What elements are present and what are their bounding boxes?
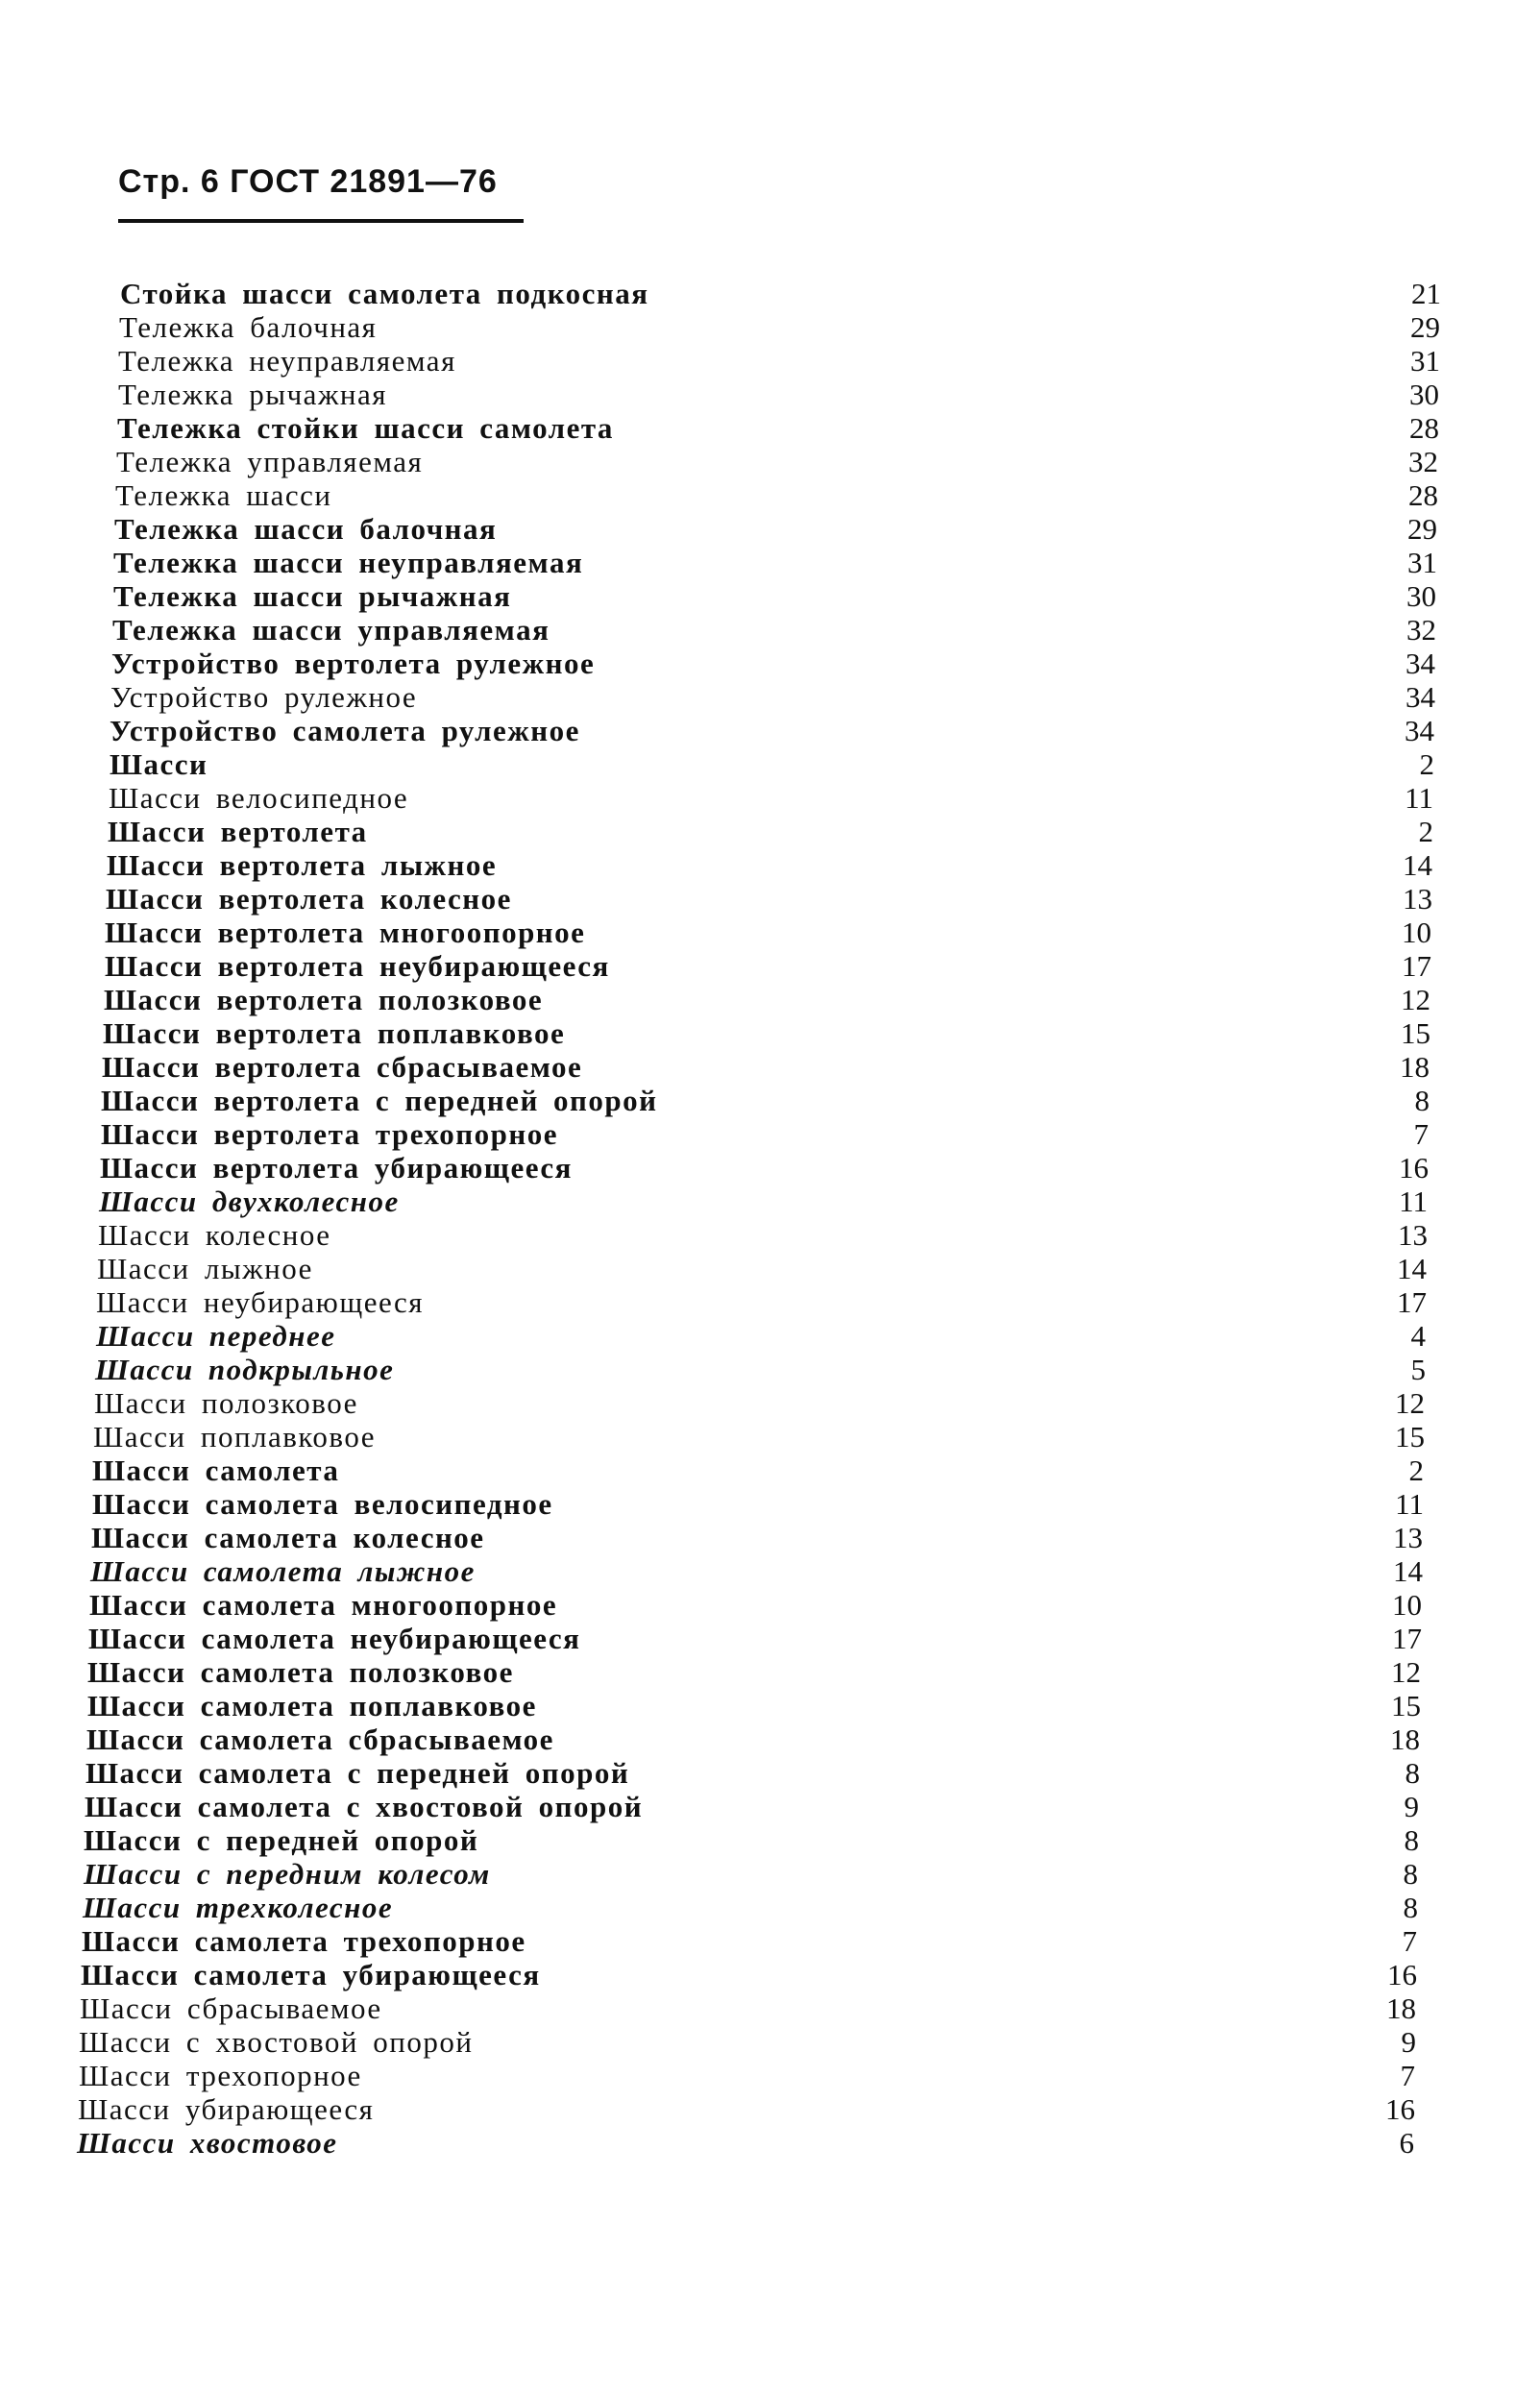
index-page-number: 14 [1403,848,1432,882]
index-entry [67,1117,1441,1151]
index-page-number: 18 [1390,1722,1420,1756]
index-term: Шасси самолета [92,1454,340,1487]
index-term: Шасси самолета сбрасываемое [86,1722,554,1756]
index-page-number: 28 [1409,411,1439,445]
index-page-number: 8 [1403,1891,1418,1924]
index-term: Шасси хвостовое [77,2126,338,2160]
index-page-number: 8 [1404,1823,1419,1857]
index-page-number: 7 [1413,1117,1429,1151]
index-page-number: 2 [1419,747,1434,781]
index-entry [67,512,1441,546]
index-term: Шасси самолета полозковое [87,1655,514,1689]
index-term: Шасси двухколесное [99,1185,400,1218]
index-entry [67,1353,1441,1386]
index-page-number: 2 [1418,815,1433,848]
index-term: Шасси подкрыльное [95,1353,395,1386]
index-term: Шасси сбрасываемое [80,1991,382,2025]
index-entry [67,1924,1441,1958]
index-page-number: 16 [1385,2092,1415,2126]
index-page-number: 31 [1410,344,1440,378]
index-entry [67,478,1441,512]
index-term: Шасси с передней опорой [84,1823,479,1857]
index-term: Устройство рулежное [110,680,418,714]
index-term: Шасси велосипедное [109,781,409,815]
index-term: Шасси вертолета лыжное [107,848,498,882]
index-page-number: 12 [1401,983,1430,1016]
index-entry [67,1958,1441,1991]
index-entry [67,882,1441,916]
index-page-number: 29 [1407,512,1437,546]
index-page-number: 16 [1387,1958,1417,1991]
index-page-number: 2 [1408,1454,1424,1487]
index-entry [67,1252,1441,1285]
index-entry [67,1285,1441,1319]
index-term: Стойка шасси самолета подкосная [120,277,649,310]
index-term: Шасси с хвостовой опорой [79,2025,474,2059]
index-entry [67,1622,1441,1655]
index-term: Шасси вертолета с передней опорой [101,1084,658,1117]
index-term: Шасси поплавковое [93,1420,376,1454]
index-term: Шасси самолета колесное [91,1521,485,1554]
index-entry [67,310,1441,344]
index-term: Шасси [110,747,208,781]
index-page-number: 7 [1400,2059,1415,2092]
index-page-number: 13 [1398,1218,1428,1252]
index-entry [67,848,1441,882]
page-header: Стр. 6 ГОСТ 21891—76 [118,163,498,200]
index-term: Шасси вертолета поплавковое [103,1016,566,1050]
index-term: Шасси вертолета убирающееся [100,1151,573,1185]
index-entry [67,1722,1441,1756]
index-entry [67,1521,1441,1554]
index-page-number: 6 [1399,2126,1414,2160]
index-entry [67,647,1441,680]
index-page-number: 32 [1406,613,1436,647]
index-term: Шасси самолета убирающееся [81,1958,541,1991]
index-entry [67,1487,1441,1521]
index-page-number: 13 [1403,882,1432,916]
index-term: Шасси лыжное [97,1252,313,1285]
index-page-number: 11 [1405,781,1433,815]
index-term: Шасси вертолета [108,815,368,848]
index-page-number: 34 [1405,714,1434,747]
index-page-number: 17 [1392,1622,1422,1655]
index-term: Шасси вертолета трехопорное [101,1117,558,1151]
index-term: Шасси самолета неубирающееся [88,1622,581,1655]
index-entry [67,714,1441,747]
index-page-number: 30 [1406,579,1436,613]
index-page-number: 28 [1408,478,1438,512]
index-page-number: 18 [1400,1050,1430,1084]
index-page-number: 17 [1397,1285,1427,1319]
index-page-number: 10 [1392,1588,1422,1622]
index-page-number: 29 [1410,310,1440,344]
index-entry [67,1050,1441,1084]
index-term: Шасси вертолета колесное [106,882,512,916]
index-term: Тележка шасси [115,478,332,512]
term-index-list [67,277,1441,2160]
index-entry [67,344,1441,378]
index-page-number: 8 [1414,1084,1430,1117]
index-page-number: 12 [1391,1655,1421,1689]
index-term: Шасси вертолета сбрасываемое [102,1050,583,1084]
index-term: Тележка неуправляемая [118,344,456,378]
index-entry [67,277,1441,310]
index-page-number: 21 [1411,277,1441,310]
index-term: Тележка шасси балочная [114,512,498,546]
index-entry [67,781,1441,815]
index-entry [67,1790,1441,1823]
index-term: Шасси колесное [98,1218,331,1252]
index-entry [67,1689,1441,1722]
index-page-number: 4 [1410,1319,1426,1353]
index-term: Шасси самолета лыжное [90,1554,476,1588]
index-entry [67,411,1441,445]
index-page-number: 11 [1399,1185,1428,1218]
index-term: Устройство вертолета рулежное [111,647,596,680]
index-entry [67,983,1441,1016]
index-term: Шасси самолета велосипедное [92,1487,553,1521]
index-entry [67,1185,1441,1218]
index-entry [67,1420,1441,1454]
index-entry [67,445,1441,478]
index-term: Тележка шасси неуправляемая [113,546,584,579]
index-entry [67,680,1441,714]
index-term: Шасси вертолета полозковое [104,983,544,1016]
index-entry [67,546,1441,579]
index-term: Тележка стойки шасси самолета [117,411,614,445]
index-term: Шасси вертолета многоопорное [105,916,586,949]
index-entry [67,2025,1441,2059]
index-page-number: 8 [1405,1756,1420,1790]
index-entry [67,1655,1441,1689]
index-page-number: 10 [1402,916,1431,949]
index-entry [67,1319,1441,1353]
index-page-number: 34 [1406,680,1435,714]
index-term: Тележка управляемая [116,445,424,478]
index-term: Шасси самолета с хвостовой опорой [85,1790,644,1823]
index-term: Шасси полозковое [94,1386,358,1420]
index-entry [67,1084,1441,1117]
index-entry [67,1991,1441,2025]
index-entry [67,1891,1441,1924]
index-term: Устройство самолета рулежное [110,714,580,747]
index-page-number: 30 [1409,378,1439,411]
index-page-number: 14 [1397,1252,1427,1285]
index-entry [67,815,1441,848]
index-term: Шасси самолета поплавковое [87,1689,537,1722]
index-term: Тележка шасси управляемая [112,613,550,647]
index-page-number: 15 [1395,1420,1425,1454]
index-entry [67,579,1441,613]
index-entry [67,2059,1441,2092]
index-entry [67,747,1441,781]
index-page-number: 16 [1399,1151,1429,1185]
index-entry [67,1857,1441,1891]
index-page-number: 18 [1386,1991,1416,2025]
index-term: Шасси с передним колесом [84,1857,491,1891]
index-entry [67,1554,1441,1588]
index-term: Шасси самолета трехопорное [82,1924,526,1958]
index-entry [67,2126,1441,2160]
index-term: Шасси убирающееся [78,2092,375,2126]
index-page-number: 9 [1401,2025,1416,2059]
index-entry [67,1756,1441,1790]
index-entry [67,1588,1441,1622]
index-entry [67,2092,1441,2126]
index-term: Шасси неубирающееся [96,1285,425,1319]
index-term: Шасси самолета с передней опорой [86,1756,630,1790]
index-entry [67,1016,1441,1050]
index-page-number: 15 [1391,1689,1421,1722]
index-page-number: 7 [1402,1924,1417,1958]
index-page-number: 17 [1402,949,1431,983]
index-page-number: 8 [1403,1857,1418,1891]
header-rule [118,219,524,223]
index-entry [67,1454,1441,1487]
index-page-number: 34 [1406,647,1435,680]
index-entry [67,1151,1441,1185]
index-term: Шасси трехколесное [83,1891,394,1924]
index-term: Шасси трехопорное [79,2059,362,2092]
index-page-number: 15 [1401,1016,1430,1050]
index-entry [67,613,1441,647]
index-page-number: 13 [1393,1521,1423,1554]
index-entry [67,916,1441,949]
index-page-number: 9 [1404,1790,1419,1823]
index-page-number: 14 [1393,1554,1423,1588]
index-term: Тележка шасси рычажная [113,579,512,613]
index-page-number: 11 [1395,1487,1424,1521]
index-entry [67,1386,1441,1420]
index-entry [67,378,1441,411]
index-page-number: 32 [1408,445,1438,478]
index-page-number: 12 [1395,1386,1425,1420]
index-term: Шасси самолета многоопорное [89,1588,558,1622]
index-page-number: 5 [1410,1353,1426,1386]
index-term: Тележка балочная [119,310,378,344]
index-entry [67,1823,1441,1857]
index-term: Тележка рычажная [118,378,387,411]
index-term: Шасси переднее [96,1319,336,1353]
index-term: Шасси вертолета неубирающееся [105,949,610,983]
index-page-number: 31 [1407,546,1437,579]
index-entry [67,1218,1441,1252]
index-entry [67,949,1441,983]
